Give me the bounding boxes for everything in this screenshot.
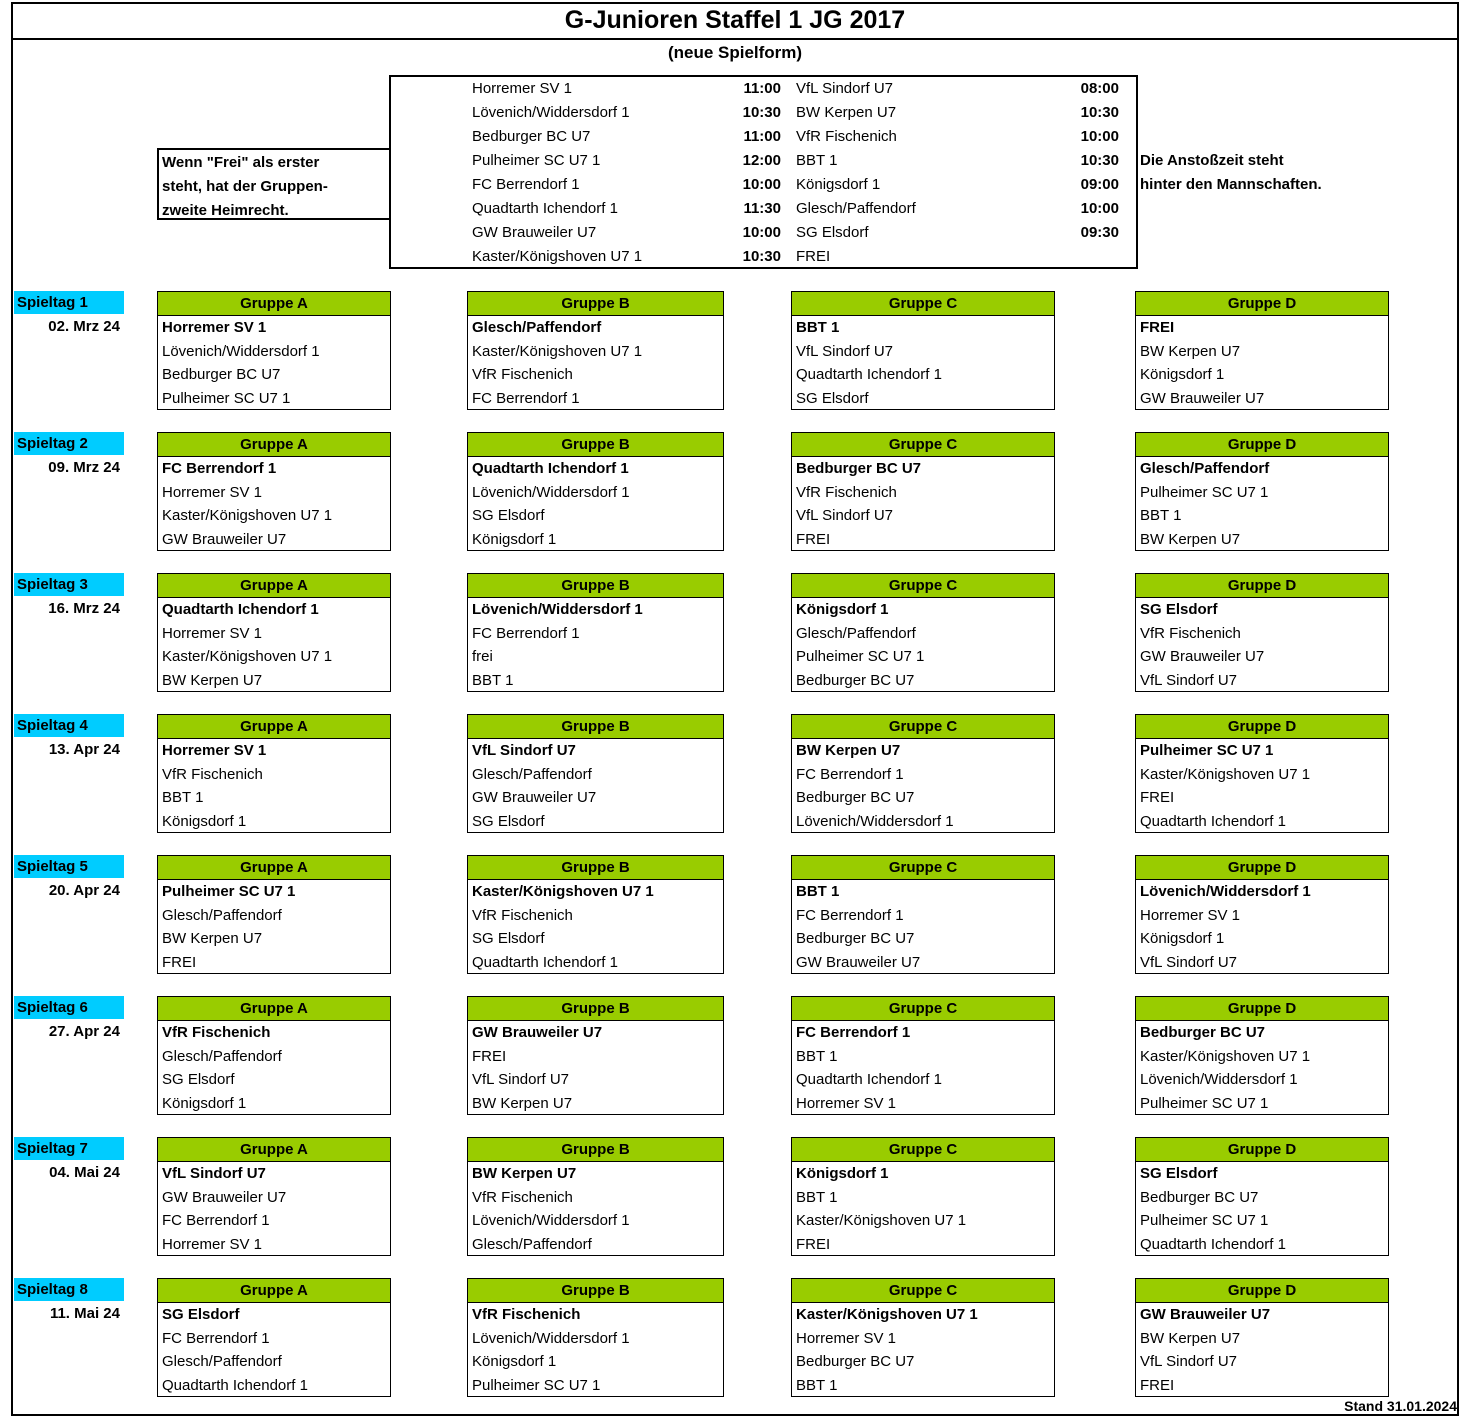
team: Königsdorf 1 [472,1353,557,1370]
team: VfR Fischenich [472,366,573,383]
group-header: Gruppe B [468,433,723,457]
team: SG Elsdorf [472,930,545,947]
kickoff-team: Horremer SV 1 [472,80,573,97]
host-team: BBT 1 [796,319,840,336]
host-team: BW Kerpen U7 [472,1165,577,1182]
team: VfR Fischenich [472,906,573,924]
team: VfL Sindorf U7 [472,1071,569,1088]
team: Glesch/Paffendorf [162,1047,282,1065]
group-header: Gruppe B [468,1138,723,1162]
team: Quadtarth Ichendorf 1 [162,1376,308,1394]
kickoff-time: 11:30 [743,200,781,217]
group-box [157,1137,391,1256]
kickoff-time: 10:30 [742,248,781,265]
spieltag-date: 20. Apr 24 [48,882,120,899]
team: VfL Sindorf U7 [796,342,893,360]
host-team: Königsdorf 1 [796,601,889,618]
team: VfR Fischenich [162,765,263,783]
group-header: Gruppe A [158,1279,390,1303]
team: GW Brauweiler U7 [1140,648,1265,665]
kickoff-row [391,221,1136,245]
team: Glesch/Paffendorf [472,765,592,783]
kickoff-time: 12:00 [742,152,781,169]
kickoff-team: SG Elsdorf [796,224,869,241]
kickoff-team: Bedburger BC U7 [472,128,591,145]
team: FREI [796,1235,831,1253]
group-box [1135,855,1389,974]
team: Horremer SV 1 [796,1329,897,1347]
kickoff-times-table [389,75,1138,269]
team: Quadtarth Ichendorf 1 [472,953,618,971]
team: FC Berrendorf 1 [796,906,904,924]
kickoff-row [391,173,1136,197]
group-box [791,432,1055,551]
kickoff-team: FC Berrendorf 1 [472,176,580,193]
team: Königsdorf 1 [1140,366,1225,383]
kickoff-row [391,125,1136,149]
stand-date: Stand 31.01.2024 [1344,1398,1457,1414]
group-box [1135,1137,1389,1256]
team: VfR Fischenich [1140,624,1241,642]
kickoff-note-line: Die Anstoßzeit steht [1140,152,1284,169]
team: BW Kerpen U7 [1140,1329,1241,1347]
kickoff-team: FREI [796,248,831,265]
team: FREI [1140,1376,1175,1394]
kickoff-team: Lövenich/Widdersdorf 1 [472,104,630,121]
group-header: Gruppe B [468,292,723,316]
home-rule-note [157,148,391,220]
spieltag-date: 11. Mai 24 [49,1305,120,1322]
team: Pulheimer SC U7 1 [162,389,291,407]
kickoff-team: Kaster/Königshoven U7 1 [472,248,643,265]
group-box [791,573,1055,692]
team: BW Kerpen U7 [162,671,263,689]
group-header: Gruppe C [792,1138,1054,1162]
group-header: Gruppe C [792,715,1054,739]
team: BW Kerpen U7 [1140,530,1241,548]
host-team: Königsdorf 1 [796,1165,889,1182]
group-box [1135,1278,1389,1397]
group-header: Gruppe C [792,292,1054,316]
team: Glesch/Paffendorf [796,624,916,642]
team: Horremer SV 1 [796,1094,897,1112]
spieltag-label: Spieltag 3 [14,573,124,596]
host-team: Quadtarth Ichendorf 1 [472,460,629,477]
kickoff-team: BW Kerpen U7 [796,104,897,121]
team: Kaster/Königshoven U7 1 [1140,1047,1311,1065]
team: VfL Sindorf U7 [1140,671,1237,689]
kickoff-time: 08:00 [1080,80,1119,97]
host-team: BBT 1 [796,883,840,900]
team: BBT 1 [472,671,514,689]
host-team: GW Brauweiler U7 [472,1024,603,1041]
team: Königsdorf 1 [472,530,557,548]
kickoff-note [1140,149,1400,197]
host-team: SG Elsdorf [1140,601,1218,618]
team: GW Brauweiler U7 [796,953,921,971]
team: Horremer SV 1 [1140,906,1241,924]
team: Lövenich/Widdersdorf 1 [472,1329,630,1347]
host-team: Bedburger BC U7 [796,460,922,477]
spieltag-date: 04. Mai 24 [49,1164,120,1181]
group-header: Gruppe D [1136,856,1388,880]
kickoff-row [391,101,1136,125]
team: VfR Fischenich [796,483,897,501]
team: BBT 1 [796,1188,838,1206]
group-box [1135,291,1389,410]
host-team: Horremer SV 1 [162,319,267,336]
kickoff-time: 10:00 [742,176,781,193]
host-team: Quadtarth Ichendorf 1 [162,601,319,618]
home-rule-note-line: zweite Heimrecht. [162,202,289,219]
team: VfL Sindorf U7 [1140,1353,1237,1370]
kickoff-row [391,245,1136,269]
kickoff-time: 10:30 [742,104,781,121]
team: Glesch/Paffendorf [162,906,282,924]
host-team: Pulheimer SC U7 1 [1140,742,1274,759]
team: BBT 1 [796,1047,838,1065]
team: Bedburger BC U7 [162,366,281,383]
team: SG Elsdorf [162,1071,235,1088]
group-box [791,291,1055,410]
team: GW Brauweiler U7 [1140,389,1265,407]
group-box [791,855,1055,974]
spieltag-date: 16. Mrz 24 [48,600,120,617]
kickoff-team: BBT 1 [796,152,838,169]
team: FREI [1140,789,1175,806]
group-header: Gruppe D [1136,433,1388,457]
group-header: Gruppe C [792,997,1054,1021]
group-header: Gruppe C [792,1279,1054,1303]
group-header: Gruppe C [792,433,1054,457]
group-box [157,714,391,833]
spieltag-label: Spieltag 1 [14,291,124,314]
group-header: Gruppe A [158,997,390,1021]
team: Königsdorf 1 [1140,930,1225,947]
group-header: Gruppe B [468,856,723,880]
kickoff-time: 10:30 [1080,104,1119,121]
kickoff-note-line: hinter den Mannschaften. [1140,176,1322,193]
host-team: Glesch/Paffendorf [1140,460,1270,477]
group-header: Gruppe A [158,1138,390,1162]
team: VfL Sindorf U7 [796,507,893,524]
kickoff-row [391,197,1136,221]
kickoff-time: 10:00 [742,224,781,241]
kickoff-row [391,77,1136,101]
home-rule-note-line: steht, hat der Gruppen- [162,178,328,195]
team: Horremer SV 1 [162,483,263,501]
group-header: Gruppe D [1136,1279,1388,1303]
group-header: Gruppe B [468,997,723,1021]
team: FREI [796,530,831,548]
host-team: Glesch/Paffendorf [472,319,602,336]
team: Königsdorf 1 [162,1094,247,1112]
team: Quadtarth Ichendorf 1 [1140,1235,1286,1253]
team: SG Elsdorf [472,507,545,524]
group-box [157,1278,391,1397]
team: FC Berrendorf 1 [162,1329,270,1347]
team: Lövenich/Widdersdorf 1 [162,342,320,360]
team: Kaster/Königshoven U7 1 [1140,765,1311,783]
team: Quadtarth Ichendorf 1 [796,1071,942,1088]
group-box [157,573,391,692]
kickoff-time: 11:00 [743,80,781,97]
group-header: Gruppe B [468,1279,723,1303]
team: Pulheimer SC U7 1 [796,648,925,665]
team: BBT 1 [1140,507,1182,524]
team: BBT 1 [796,1376,838,1394]
spieltag-label: Spieltag 5 [14,855,124,878]
host-team: Bedburger BC U7 [1140,1024,1266,1041]
group-box [467,714,724,833]
kickoff-time: 09:30 [1080,224,1119,241]
group-header: Gruppe D [1136,1138,1388,1162]
team: Bedburger BC U7 [796,789,915,806]
team: Königsdorf 1 [162,812,247,830]
team: Lövenich/Widdersdorf 1 [1140,1071,1298,1088]
spieltag-label: Spieltag 8 [14,1278,124,1301]
group-box [157,432,391,551]
host-team: Kaster/Königshoven U7 1 [796,1306,978,1323]
group-header: Gruppe D [1136,292,1388,316]
kickoff-time: 10:00 [1080,128,1119,145]
group-header: Gruppe A [158,292,390,316]
host-team: BW Kerpen U7 [796,742,901,759]
kickoff-team: VfR Fischenich [796,128,897,145]
host-team: Pulheimer SC U7 1 [162,883,296,900]
host-team: VfL Sindorf U7 [162,1165,266,1182]
team: Lövenich/Widdersdorf 1 [472,483,630,501]
host-team: VfR Fischenich [162,1024,271,1041]
team: GW Brauweiler U7 [162,530,287,548]
group-header: Gruppe D [1136,715,1388,739]
team: FC Berrendorf 1 [162,1212,270,1229]
home-rule-note-line: Wenn "Frei" als erster [162,154,320,171]
group-header: Gruppe A [158,856,390,880]
host-team: Lövenich/Widdersdorf 1 [1140,883,1311,900]
host-team: FC Berrendorf 1 [796,1024,911,1041]
group-header: Gruppe A [158,574,390,598]
team: Quadtarth Ichendorf 1 [796,366,942,383]
host-team: GW Brauweiler U7 [1140,1306,1271,1323]
team: FC Berrendorf 1 [796,765,904,783]
group-box [791,1137,1055,1256]
team: Pulheimer SC U7 1 [472,1376,601,1394]
team: Bedburger BC U7 [1140,1188,1259,1206]
spieltag-date: 27. Apr 24 [48,1023,120,1040]
host-team: VfL Sindorf U7 [472,742,576,759]
team: FREI [472,1047,507,1065]
group-header: Gruppe B [468,574,723,598]
page-subtitle: (neue Spielform) [667,43,803,62]
group-box [467,432,724,551]
kickoff-time: 09:00 [1080,176,1119,193]
spieltag-date: 09. Mrz 24 [48,459,120,476]
team: BBT 1 [162,789,204,806]
team: Pulheimer SC U7 1 [1140,1212,1269,1229]
kickoff-team: Glesch/Paffendorf [796,200,916,217]
team: Horremer SV 1 [162,1235,263,1253]
group-box [467,855,724,974]
team: BW Kerpen U7 [162,930,263,947]
team: VfL Sindorf U7 [1140,953,1237,971]
spieltag-label: Spieltag 4 [14,714,124,737]
team: Kaster/Königshoven U7 1 [162,507,333,524]
team: Glesch/Paffendorf [472,1235,592,1253]
group-box [1135,996,1389,1115]
team: VfR Fischenich [472,1188,573,1206]
team: GW Brauweiler U7 [162,1188,287,1206]
host-team: VfR Fischenich [472,1306,581,1323]
kickoff-row [391,149,1136,173]
group-box [467,291,724,410]
team: FREI [162,953,197,971]
group-box [1135,573,1389,692]
kickoff-team: Königsdorf 1 [796,176,881,193]
host-team: SG Elsdorf [1140,1165,1218,1182]
kickoff-team: Pulheimer SC U7 1 [472,152,601,169]
team: Pulheimer SC U7 1 [1140,1094,1269,1112]
team: Kaster/Königshoven U7 1 [162,648,333,665]
team: Bedburger BC U7 [796,1353,915,1370]
group-box [791,996,1055,1115]
team: Glesch/Paffendorf [162,1353,282,1370]
group-header: Gruppe A [158,715,390,739]
team: Quadtarth Ichendorf 1 [1140,812,1286,830]
group-box [467,1137,724,1256]
team: SG Elsdorf [472,812,545,830]
team: SG Elsdorf [796,389,869,407]
group-box [157,996,391,1115]
kickoff-time: 11:00 [743,128,781,145]
group-box [791,714,1055,833]
team: Pulheimer SC U7 1 [1140,483,1269,501]
group-box [467,996,724,1115]
host-team: Kaster/Königshoven U7 1 [472,883,654,900]
group-box [1135,432,1389,551]
spieltag-date: 02. Mrz 24 [48,318,120,335]
team: Lövenich/Widdersdorf 1 [472,1212,630,1229]
group-header: Gruppe B [468,715,723,739]
host-team: Horremer SV 1 [162,742,267,759]
kickoff-time: 10:30 [1080,152,1119,169]
group-header: Gruppe D [1136,997,1388,1021]
team: Kaster/Königshoven U7 1 [796,1212,967,1229]
team: BW Kerpen U7 [1140,342,1241,360]
spieltag-label: Spieltag 7 [14,1137,124,1160]
host-team: FC Berrendorf 1 [162,460,277,477]
team: Kaster/Königshoven U7 1 [472,342,643,360]
team: frei [472,648,493,665]
group-box [791,1278,1055,1397]
group-header: Gruppe C [792,574,1054,598]
spieltag-label: Spieltag 2 [14,432,124,455]
spieltag-date: 13. Apr 24 [48,741,120,758]
team: Horremer SV 1 [162,624,263,642]
kickoff-time: 10:00 [1080,200,1119,217]
team: FC Berrendorf 1 [472,389,580,407]
team: Bedburger BC U7 [796,671,915,689]
team: BW Kerpen U7 [472,1094,573,1112]
kickoff-team: VfL Sindorf U7 [796,80,893,97]
team: Bedburger BC U7 [796,930,915,947]
group-box [467,573,724,692]
host-team: Lövenich/Widdersdorf 1 [472,601,643,618]
group-header: Gruppe D [1136,574,1388,598]
group-header: Gruppe C [792,856,1054,880]
team: FC Berrendorf 1 [472,624,580,642]
group-box [157,291,391,410]
host-team: SG Elsdorf [162,1306,240,1323]
kickoff-team: GW Brauweiler U7 [472,224,597,241]
page-title: G-Junioren Staffel 1 JG 2017 [11,2,1459,40]
team: Lövenich/Widdersdorf 1 [796,812,954,830]
team: GW Brauweiler U7 [472,789,597,806]
host-team: FREI [1140,319,1175,336]
kickoff-team: Quadtarth Ichendorf 1 [472,200,618,217]
group-box [467,1278,724,1397]
group-header: Gruppe A [158,433,390,457]
spieltag-label: Spieltag 6 [14,996,124,1019]
group-box [157,855,391,974]
group-box [1135,714,1389,833]
